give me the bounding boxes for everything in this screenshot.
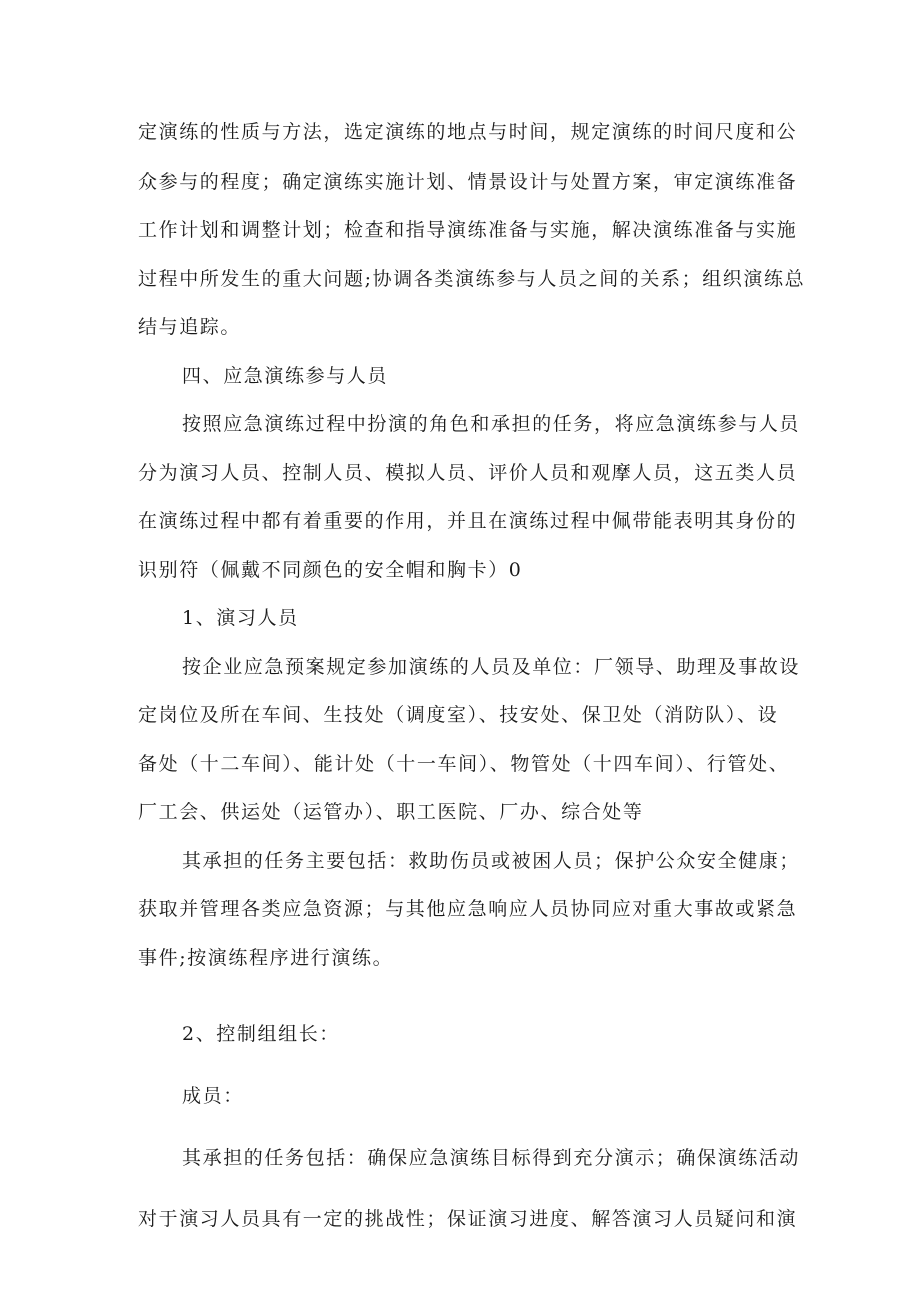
text-line: 获取并管理各类应急资源；与其他应急响应人员协同应对重大事故或紧急 (138, 898, 798, 920)
subsection-heading: 1、演习人员 (182, 607, 299, 629)
text-line: 工作计划和调整计划；检查和指导演练准备与实施，解决演练准备与实施 (138, 219, 798, 241)
text-line: 过程中所发生的重大问题;协调各类演练参与人员之间的关系；组织演练总 (138, 268, 806, 290)
text-line: 定演练的性质与方法，选定演练的地点与时间，规定演练的时间尺度和公 (138, 121, 798, 143)
subsection-heading: 2、控制组组长： (182, 1023, 340, 1045)
section-heading: 四、应急演练参与人员 (182, 365, 389, 387)
text-line: 事件;按演练程序进行演练。 (138, 947, 394, 969)
text-line: 在演练过程中都有着重要的作用，并且在演练过程中佩带能表明其身份的 (138, 510, 798, 532)
text-line: 对于演习人员具有一定的挑战性；保证演习进度、解答演习人员疑问和演 (138, 1208, 798, 1230)
text-line: 其承担的任务主要包括：救助伤员或被困人员；保护公众安全健康； (182, 850, 801, 872)
text-line: 备处（十二车间）、能计处（十一车间）、物管处（十四车间）、行管处、 (138, 753, 790, 775)
text-line: 分为演习人员、控制人员、模拟人员、评价人员和观摩人员，这五类人员 (138, 462, 798, 484)
text-line: 成员： (182, 1085, 244, 1107)
text-line: 众参与的程度；确定演练实施计划、情景设计与处置方案，审定演练准备 (138, 171, 798, 193)
text-line: 识别符（佩戴不同颜色的安全帽和胸卡）0 (138, 559, 523, 581)
text-line: 按照应急演练过程中扮演的角色和承担的任务，将应急演练参与人员 (182, 413, 801, 435)
text-line: 厂工会、供运处（运管办）、职工医院、厂办、综合处等 (138, 801, 644, 823)
text-line: 结与追踪。 (138, 316, 242, 338)
text-line: 按企业应急预案规定参加演练的人员及单位：厂领导、助理及事故设 (182, 656, 801, 678)
text-line: 其承担的任务包括：确保应急演练目标得到充分演示；确保演练活动 (182, 1147, 801, 1169)
text-line: 定岗位及所在车间、生技处（调度室）、技安处、保卫处（消防队）、设 (138, 704, 779, 726)
